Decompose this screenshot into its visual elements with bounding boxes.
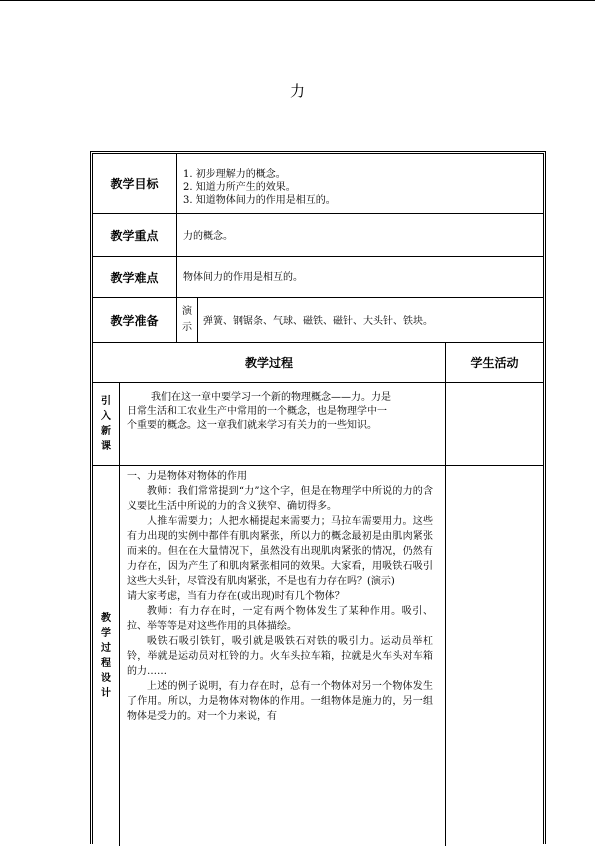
student-activity-header: 学生活动: [470, 356, 519, 370]
section-title: 一、力是物体对物体的作用: [127, 471, 247, 482]
objective-item: 3. 知道物体间力的作用是相互的。: [183, 195, 336, 206]
difficulties-content: 物体间力的作用是相互的。: [183, 272, 303, 283]
table-inner-border: [92, 153, 544, 844]
preparation-label: 教学准备: [110, 313, 159, 328]
key-points-content: 力的概念。: [183, 231, 233, 242]
header-rule: [0, 0, 595, 1]
column-divider: [176, 154, 177, 213]
design-label-text: 教 学 过 程 设 计: [101, 613, 111, 699]
column-divider: [176, 298, 177, 342]
row-divider: [93, 465, 543, 466]
objective-item: 1. 初步理解力的概念。: [183, 169, 286, 180]
column-divider: [119, 383, 120, 465]
design-paragraph: 教师：我们常常提到“力”这个字，但是在物理学中所说的力的含义要比生活中所说的力的含义狭窄、确切得多。: [127, 486, 433, 512]
lesson-plan-table: [90, 151, 546, 844]
column-divider: [176, 214, 177, 256]
objectives-label: 教学目标: [110, 177, 159, 191]
column-divider: [445, 383, 446, 465]
design-paragraph: 教师：有力存在时，一定有两个物体发生了某种作用。吸引、拉、举等等是对这些作用的具体描绘。: [127, 606, 433, 632]
intro-label-text: 引 入 新 课: [101, 396, 111, 452]
preparation-sub-label: 演示: [182, 306, 192, 333]
design-paragraph: 人推车需要力；人把水桶提起来需要力；马拉车需要用力。这些有力出现的实例中都伴有肌肉紧张，所以力的概念最初是由肌肉紧张而来的。但在在大量情况下，虽然没有出现肌肉紧张的情况，仍然有力存在，因为产生了和肌肉紧张相同的效果。大家看，用吸铁石吸引这些大头针，尽管没有肌肉紧张，不是也有力存在吗？(演示): [127, 516, 433, 587]
preparation-content: 弹簧、钢锯条、气球、磁铁、磁针、大头针、铁块。: [203, 316, 433, 327]
intro-line: 我们在这一章中要学习一个新的物理概念——力。力是: [151, 392, 391, 403]
design-paragraph: 请大家考虑，当有力存在(或出现)时有几个物体？: [127, 591, 345, 602]
intro-line: 日常生活和工农业生产中常用的一个概念，也是物理学中一: [127, 406, 387, 417]
design-label: [93, 466, 119, 846]
column-divider: [119, 466, 120, 846]
intro-content: [127, 391, 443, 433]
column-divider: [176, 257, 177, 297]
design-paragraph: 吸铁石吸引铁钉，吸引就是吸铁石对铁的吸引力。运动员举杠铃，举就是运动员对杠铃的力。火车头拉车箱，拉就是火车头对车箱的力……: [127, 636, 433, 677]
objectives-list: [183, 168, 336, 207]
intro-label: [93, 383, 119, 465]
process-header: 教学过程: [244, 356, 293, 370]
design-paragraph: 上述的例子说明，有力存在时，总有一个物体对另一个物体发生了作用。所以，力是物体对物体的作用。一组物体是施力的，另一组物体是受力的。对一个力来说，有: [127, 681, 433, 722]
objective-item: 2. 知道力所产生的效果。: [183, 182, 296, 193]
row-divider: [93, 382, 543, 383]
column-divider: [445, 466, 446, 846]
design-content: [127, 469, 433, 724]
page-title: 力: [289, 82, 305, 100]
column-divider: [197, 298, 198, 342]
difficulties-label: 教学难点: [110, 270, 159, 285]
intro-line: 个重要的概念。这一章我们就来学习有关力的一些知识。: [127, 420, 377, 431]
key-points-label: 教学重点: [110, 228, 159, 243]
